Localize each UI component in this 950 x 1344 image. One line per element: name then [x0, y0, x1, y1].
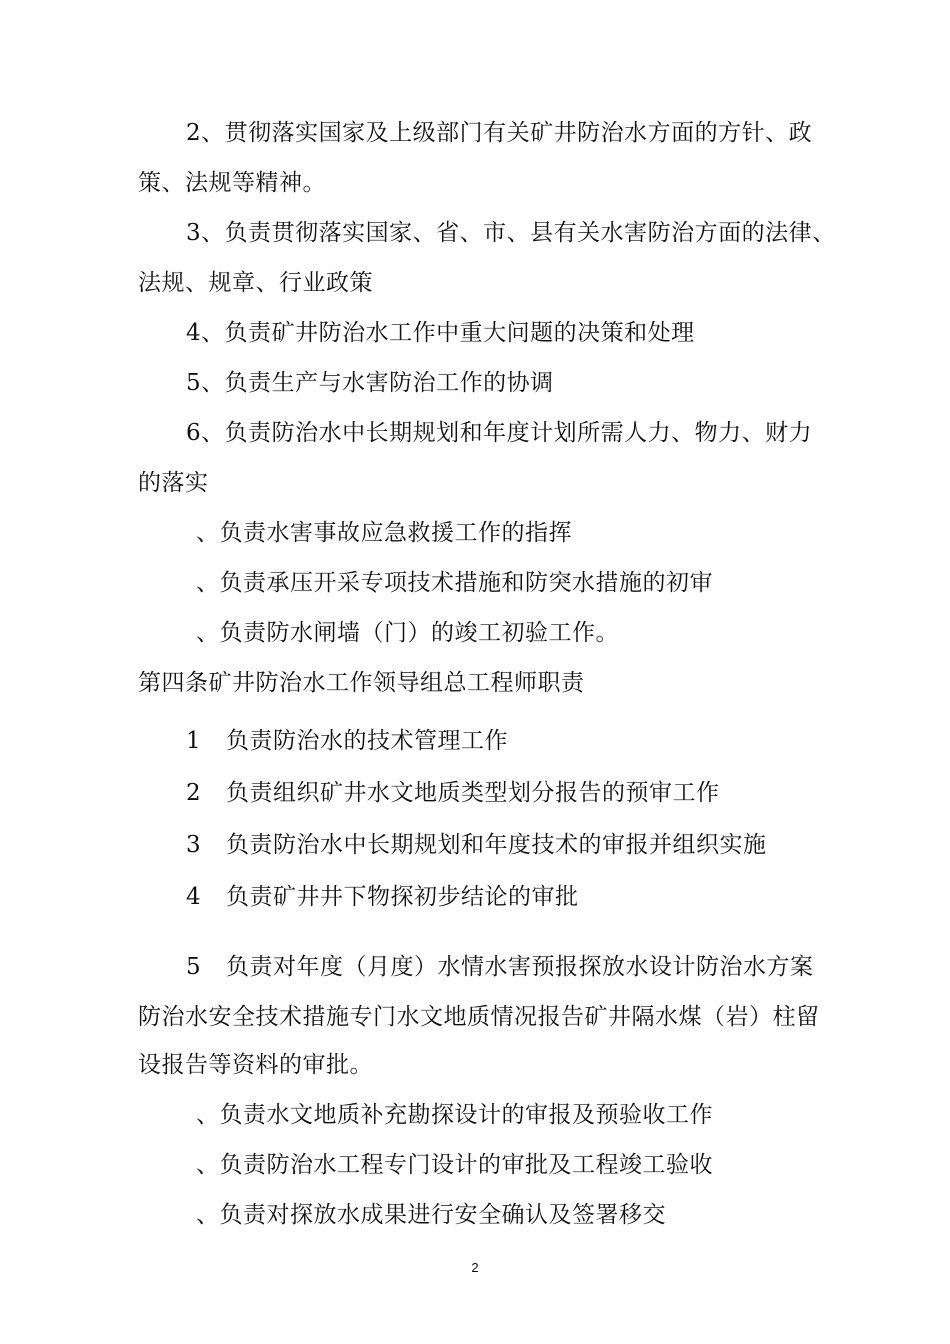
item-6-line1: 6、负责防治水中长期规划和年度计划所需人力、物力、财力	[186, 420, 813, 446]
item-9: 、负责防水闸墙（门）的竣工初验工作。	[196, 620, 619, 646]
item-2-line1: 2、贯彻落实国家及上级部门有关矿井防治水方面的方针、政	[186, 120, 813, 146]
engineer-item-2-text: 负责组织矿井水文地质类型划分报告的预审工作	[226, 780, 720, 806]
page-number: 2	[471, 1260, 479, 1275]
engineer-item-2-num: 2	[186, 780, 202, 806]
engineer-item-3-text: 负责防治水中长期规划和年度技术的审报并组织实施	[226, 832, 767, 858]
engineer-item-5-line3: 设报告等资料的审批。	[138, 1052, 373, 1078]
article-heading: 第四条矿井防治水工作领导组总工程师职责	[138, 670, 585, 696]
engineer-item-5-text: 负责对年度（月度）水情水害预报探放水设计防治水方案	[226, 954, 814, 980]
item-6-line2: 的落实	[138, 470, 209, 496]
engineer-item-1-num: 1	[186, 728, 202, 754]
item-2-line2: 策、法规等精神。	[138, 170, 326, 196]
engineer-item-1-text: 负责防治水的技术管理工作	[226, 728, 508, 754]
tail-item-2: 、负责防治水工程专门设计的审批及工程竣工验收	[196, 1152, 713, 1178]
item-5: 5、负责生产与水害防治工作的协调	[186, 370, 554, 396]
item-8: 、负责承压开采专项技术措施和防突水措施的初审	[196, 570, 713, 596]
engineer-item-4-num: 4	[186, 884, 202, 910]
engineer-item-4-text: 负责矿井井下物探初步结论的审批	[226, 884, 579, 910]
engineer-item-3-num: 3	[186, 832, 202, 858]
item-3-line2: 法规、规章、行业政策	[138, 270, 373, 296]
item-7: 、负责水害事故应急救援工作的指挥	[196, 520, 572, 546]
engineer-item-5-line2: 防治水安全技术措施专门水文地质情况报告矿井隔水煤（岩）柱留	[138, 1004, 820, 1030]
tail-item-1: 、负责水文地质补充勘探设计的审报及预验收工作	[196, 1102, 713, 1128]
item-3-line1: 3、负责贯彻落实国家、省、市、县有关水害防治方面的法律、	[186, 220, 836, 246]
tail-item-3: 、负责对探放水成果进行安全确认及签署移交	[196, 1202, 666, 1228]
item-4: 4、负责矿井防治水工作中重大问题的决策和处理	[186, 320, 695, 346]
engineer-item-5-num: 5	[186, 954, 202, 980]
